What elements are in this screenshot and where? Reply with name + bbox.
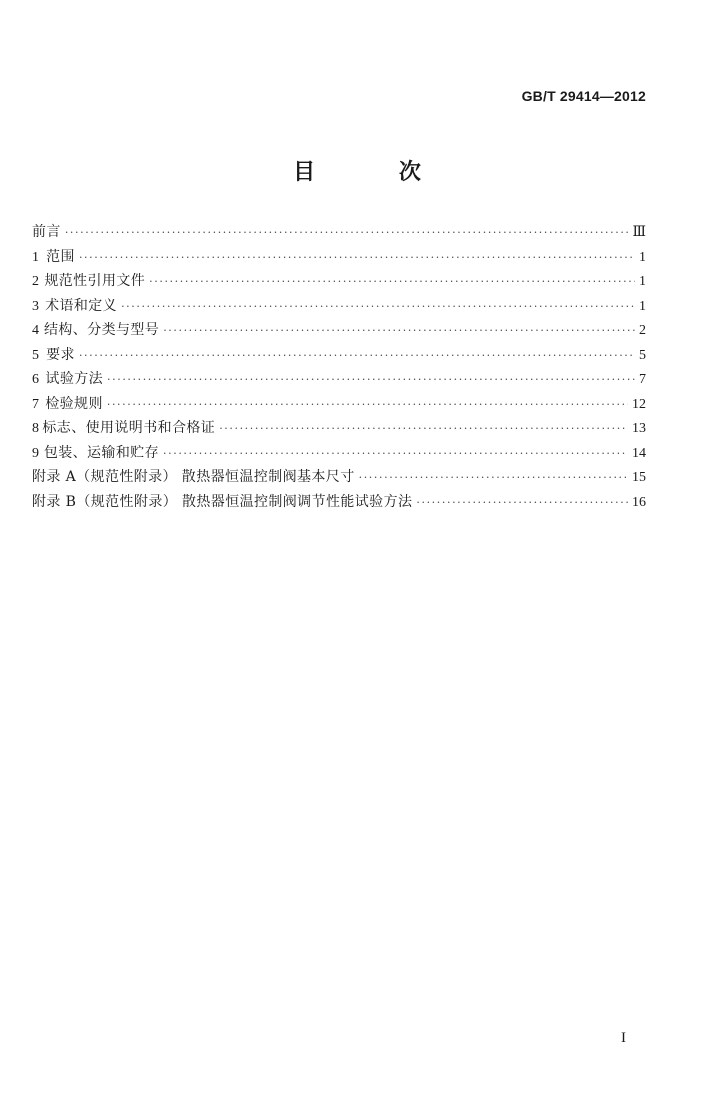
toc-entry-1[interactable] bbox=[32, 245, 646, 270]
toc-leader-dots bbox=[359, 466, 628, 491]
toc-entry-page: 2 bbox=[639, 323, 646, 338]
toc-entry-label: 包装、运输和贮存 bbox=[43, 444, 160, 461]
toc-entry-number: 8 bbox=[32, 421, 39, 436]
toc-entry-label: 标志、使用说明书和合格证 bbox=[42, 420, 216, 436]
toc-entry-8[interactable] bbox=[32, 416, 646, 441]
toc-entry-page: Ⅲ bbox=[632, 225, 646, 240]
toc-leader-dots bbox=[219, 417, 628, 442]
toc-entry-7[interactable] bbox=[32, 392, 646, 417]
toc-entry-page: 13 bbox=[632, 421, 646, 436]
toc-leader-dots bbox=[163, 442, 628, 467]
toc-entry-4[interactable] bbox=[32, 318, 646, 343]
toc-entry-annex-a[interactable] bbox=[32, 465, 646, 490]
toc-entry-number: 1 bbox=[32, 249, 39, 265]
toc-entry-label: 前言 bbox=[32, 224, 61, 240]
toc-entry-label: 附录 B（规范性附录） 散热器恒温控制阀调节性能试验方法 bbox=[32, 493, 413, 510]
toc-leader-dots bbox=[149, 270, 635, 295]
toc-leader-dots bbox=[79, 246, 635, 271]
toc-leader-dots bbox=[65, 221, 629, 246]
toc-entry-foreword[interactable] bbox=[32, 220, 646, 245]
toc-entry-label: 要求 bbox=[46, 346, 75, 363]
toc-entry-6[interactable] bbox=[32, 367, 646, 392]
toc-entry-9[interactable] bbox=[32, 441, 646, 466]
toc-entry-annex-b[interactable] bbox=[32, 490, 646, 515]
toc-entry-3[interactable] bbox=[32, 294, 646, 319]
page-number: I bbox=[621, 1030, 626, 1046]
toc-leader-dots bbox=[107, 368, 635, 393]
toc-entry-label: 规范性引用文件 bbox=[44, 273, 146, 289]
toc-entry-page: 1 bbox=[639, 274, 646, 289]
toc-entry-page: 1 bbox=[639, 298, 646, 314]
toc-entry-number: 2 bbox=[32, 274, 39, 289]
toc-entry-number: 7 bbox=[32, 396, 39, 412]
toc-entry-label: 范围 bbox=[46, 248, 75, 265]
toc-entry-number: 4 bbox=[32, 323, 39, 338]
toc-entry-5[interactable] bbox=[32, 343, 646, 368]
toc-entry-page: 14 bbox=[632, 445, 646, 461]
toc-entry-number: 6 bbox=[32, 372, 39, 387]
toc-leader-dots bbox=[416, 491, 628, 516]
toc-entry-page: 1 bbox=[639, 249, 646, 265]
toc-entry-page: 12 bbox=[632, 396, 646, 412]
toc-leader-dots bbox=[79, 344, 635, 369]
toc-entry-page: 7 bbox=[639, 372, 646, 387]
toc-entry-label: 检验规则 bbox=[45, 395, 103, 412]
toc-title: 目 次 bbox=[293, 159, 459, 185]
toc-entry-number: 3 bbox=[32, 298, 39, 314]
toc-entry-page: 5 bbox=[639, 347, 646, 363]
toc-entry-label: 术语和定义 bbox=[45, 297, 118, 314]
toc-entry-number: 5 bbox=[32, 347, 39, 363]
toc-entry-number: 9 bbox=[32, 445, 39, 461]
toc-entry-label: 结构、分类与型号 bbox=[44, 322, 160, 338]
toc-list bbox=[32, 220, 646, 514]
toc-leader-dots bbox=[121, 295, 635, 320]
toc-entry-label: 附录 A（规范性附录） 散热器恒温控制阀基本尺寸 bbox=[32, 469, 355, 485]
toc-leader-dots bbox=[107, 393, 628, 418]
toc-entry-page: 15 bbox=[632, 470, 646, 485]
toc-entry-page: 16 bbox=[632, 494, 646, 510]
toc-leader-dots bbox=[163, 319, 635, 344]
toc-entry-2[interactable] bbox=[32, 269, 646, 294]
toc-entry-label: 试验方法 bbox=[45, 371, 104, 387]
standard-code: GB/T 29414—2012 bbox=[521, 88, 646, 104]
